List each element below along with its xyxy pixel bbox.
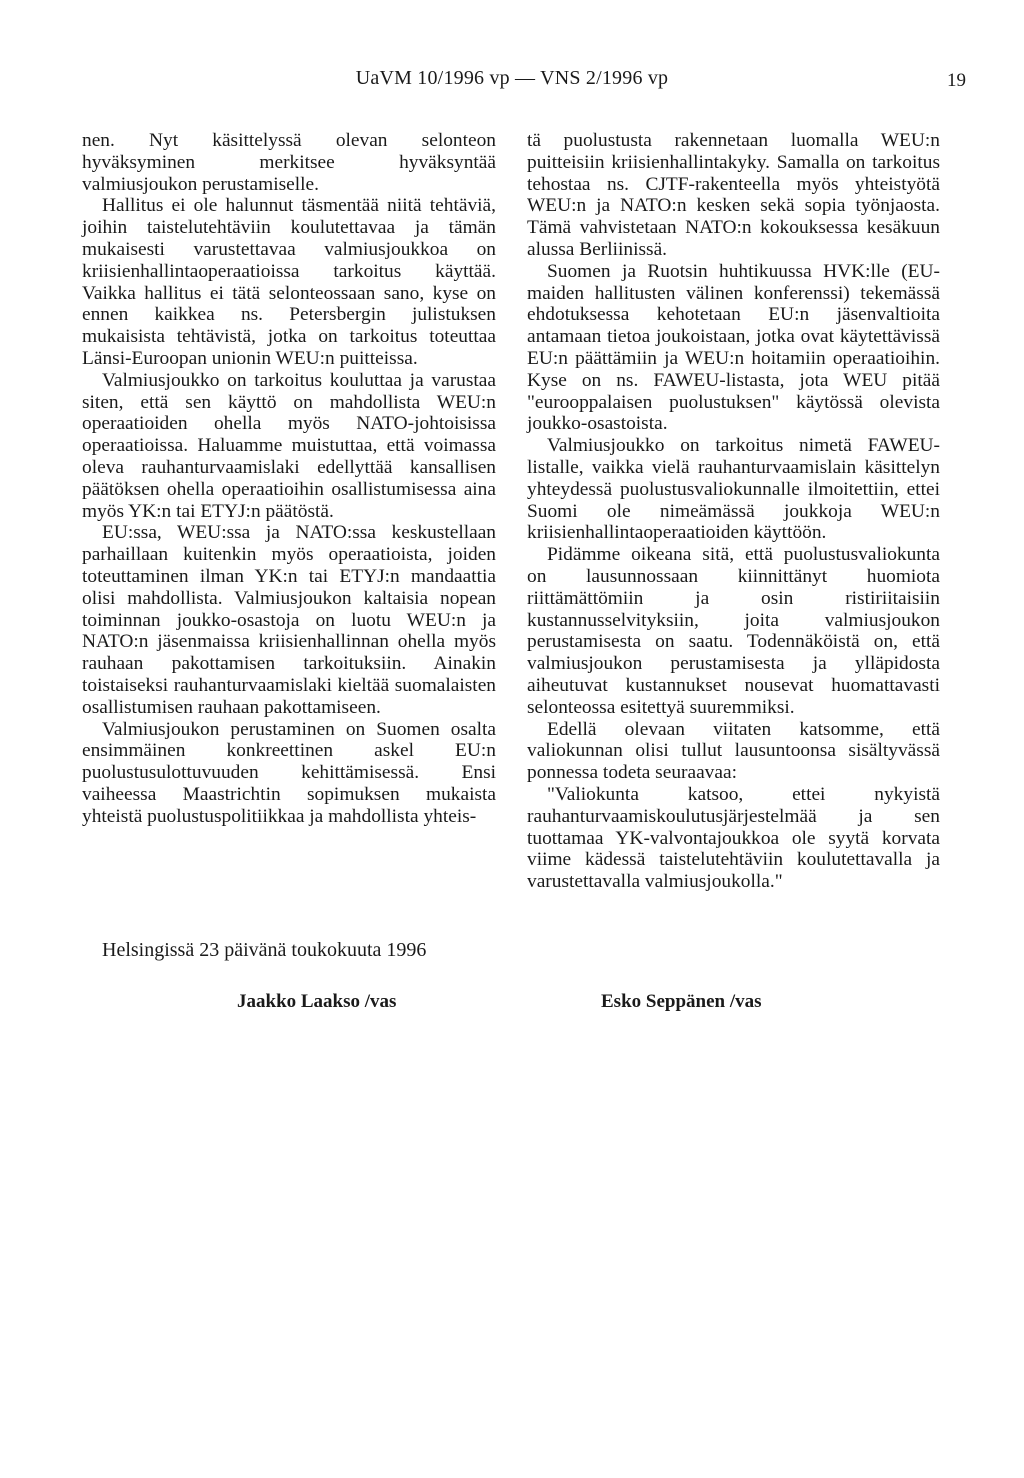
paragraph: Valmiusjoukko on tarkoitus kouluttaa ja varustaa siten, että sen käyttö on mahdollista WEU:n operaatioiden ohella myös NATO-johtoisissa operaatioissa. Haluamme muistuttaa, että voimassa oleva rauhanturvaamislaki edellyttää kansallisen päätöksen ohella operaatioihin osallistumisessa aina myös YK:n tai ETYJ:n päätöstä.	[82, 369, 496, 522]
signature-laakso: Jaakko Laakso /vas	[237, 991, 397, 1012]
paragraph: Edellä olevaan viitaten katsomme, että valiokunnan olisi tullut lausuntoonsa sisältyvässä ponnessa todeta seuraavaa:	[527, 718, 940, 784]
paragraph: Pidämme oikeana sitä, että puolustusvaliokunta on lausunnossaan kiinnittänyt huomiota riittämättömiin ja osin ristiriitaisiin kustannusselvityksiin, joita valmiusjoukon perustamisesta on saatu. Todennäköistä on, että valmiusjoukon perustamisesta ja ylläpidosta aiheutuvat kustannukset nousevat huomattavasti selonteossa esitettyä suuremmiksi.	[527, 544, 940, 718]
running-header: UaVM 10/1996 vp — VNS 2/1996 vp	[355, 67, 669, 89]
paragraph: Suomen ja Ruotsin huhtikuussa HVK:lle (EU-maiden hallitusten välinen konferenssi) tekemässä ehdotuksessa kehotetaan EU:n jäsenvaltioita antamaan tietoa joukoistaan, jotka ovat käytettävissä EU:n päättämiin ja WEU:n hoitamiin operaatioihin. Kyse on ns. FAWEU-listasta, jota WEU pitää "eurooppalaisen puolustuksen" käytössä olevista joukko-osastoista.	[527, 260, 940, 435]
paragraph: Hallitus ei ole halunnut täsmentää niitä tehtäviä, joihin taistelutehtäviin koulutettavaa ja tämän mukaisesti varustettavaa valmiusjoukkoa on kriisienhallintaoperaatioissa tarkoitus käyttää. Vaikka hallitus ei tätä selonteossaan sano, kyse on ennen kaikkea ns. Petersbergin julistuksen mukaisista tehtävistä, jotka on tarkoitus toteuttaa Länsi-Euroopan unionin WEU:n puitteissa.	[82, 195, 496, 369]
right-column	[527, 130, 940, 893]
paragraph: Valmiusjoukon perustaminen on Suomen osalta ensimmäinen konkreettinen askel EU:n puolustusulottuvuuden kehittämisessä. Ensi vaiheessa Maastrichtin sopimuksen mukaista yhteistä puolustuspolitiikkaa ja mahdollista yhteis-	[82, 718, 496, 827]
quoted-statement: "Valiokunta katsoo, ettei nykyistä rauhanturvaamiskoulutusjärjestelmää ja sen tuottamaa YK-valvontajoukkoa ole syytä korvata viime kädessä taistelutehtäviin koulutettavalla ja varustettavalla valmiusjoukolla."	[527, 783, 940, 893]
paragraph: tä puolustusta rakennetaan luomalla WEU:n puitteisiin kriisienhallintakyky. Samalla on tarkoitus tehostaa ns. CJTF-rakenteella myös yhteistyötä WEU:n ja NATO:n kesken sekä sopia työnjaosta. Tämä vahvistetaan NATO:n kokouksessa kesäkuun alussa Berliinissä.	[527, 130, 940, 260]
paragraph: nen. Nyt käsittelyssä olevan selonteon hyväksyminen merkitsee hyväksyntää valmiusjoukon perustamiselle.	[82, 130, 496, 195]
place-and-date: Helsingissä 23 päivänä toukokuuta 1996	[102, 939, 427, 961]
page-number: 19	[947, 70, 966, 91]
paragraph: EU:ssa, WEU:ssa ja NATO:ssa keskustellaan parhaillaan kuitenkin myös operaatioista, joiden toteuttaminen ilman YK:n tai ETYJ:n mandaattia olisi mahdollista. Valmiusjoukon kaltaisia nopean toiminnan joukko-osastoja on luotu WEU:n ja NATO:n jäsenmaissa kriisienhallinnan ohella myös rauhaan pakottamisen tarkoituksiin. Ainakin toistaiseksi rauhanturvaamislaki kieltää suomalaisten osallistumisen rauhaan pakottamiseen.	[82, 522, 496, 718]
left-column	[82, 130, 496, 828]
paragraph: Valmiusjoukko on tarkoitus nimetä FAWEU-listalle, vaikka vielä rauhanturvaamislain käsittelyn yhteydessä puolustusvaliokunnalle ilmoitettiin, ettei Suomi ole nimeämässä joukkoja WEU:n kriisienhallintaoperaatioiden käyttöön.	[527, 435, 940, 544]
signature-seppanen: Esko Seppänen /vas	[601, 991, 762, 1012]
